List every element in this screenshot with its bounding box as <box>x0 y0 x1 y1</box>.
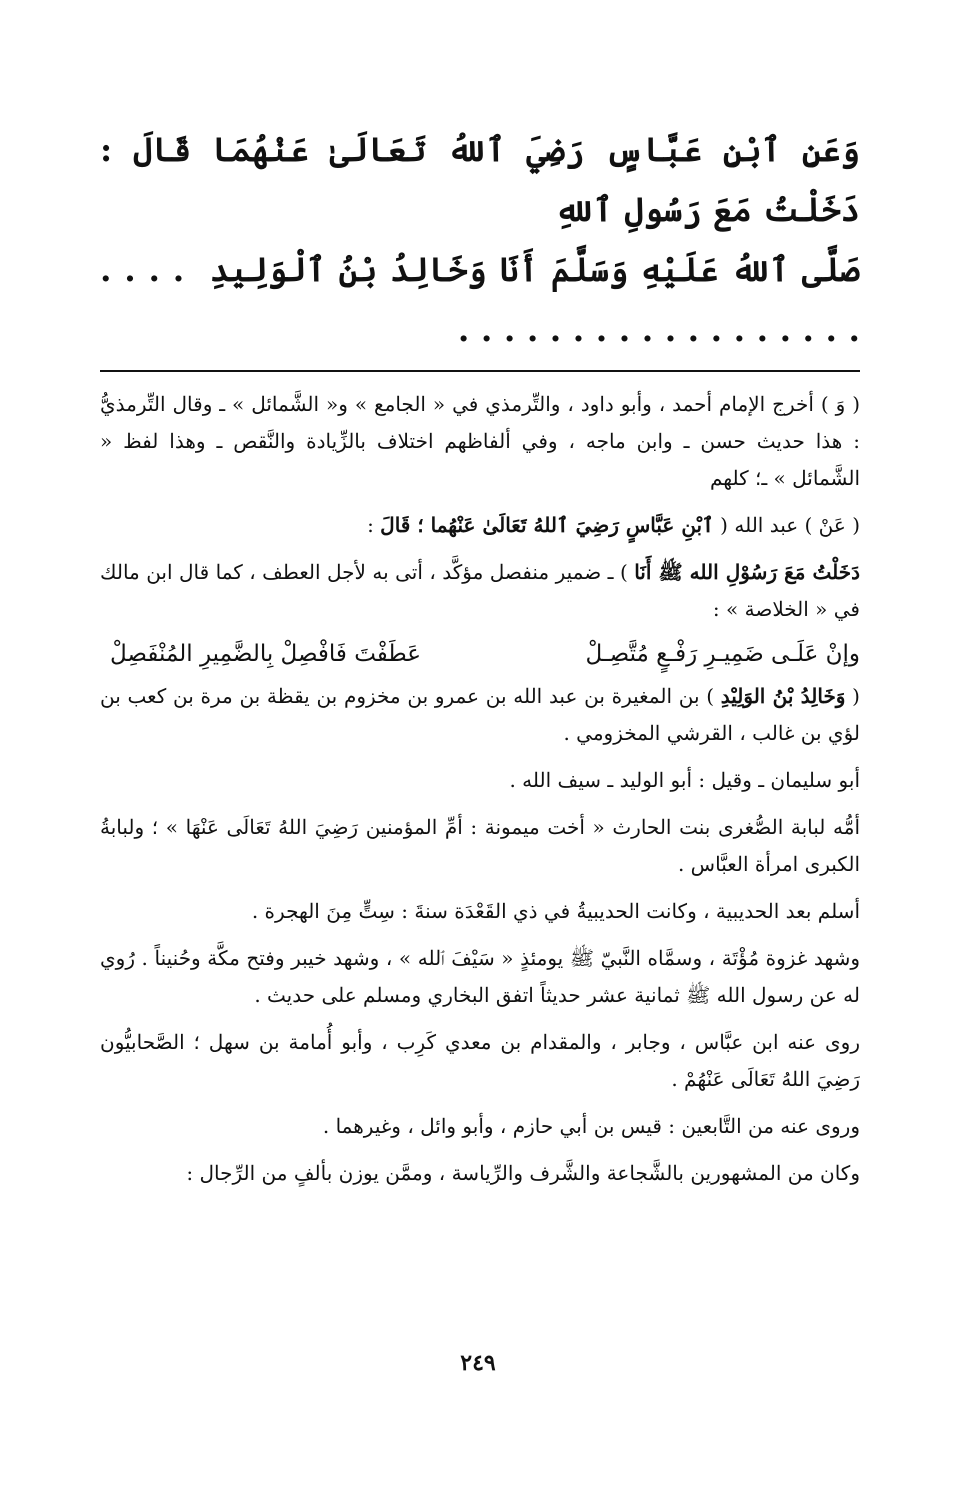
p4-lineage: ) بن المغيرة بن عبد الله بن عمرو بن مخزوم بن يقظة بن مرة بن كعب بن لؤي بن غالب ، القرشي المخزومي . <box>100 684 860 745</box>
hadith-line-2 <box>100 240 860 360</box>
hadith-line-2-text: صَلَّى ٱللهُ عَلَيْهِ وَسَلَّمَ أَنَا وَخَالِدُ بْنُ ٱلْوَلِيدِ <box>209 250 861 289</box>
p2-prefix: ( عَنْ ) عبد الله ( <box>713 513 860 537</box>
commentary-paragraph-3 <box>100 554 860 628</box>
commentary-paragraph-11: وكان من المشهورين بالشَّجاعة والشَّرف والرِّياسة ، وممَّن يوزن بألفٍ من الرِّجال : <box>186 1161 860 1185</box>
commentary <box>100 386 860 1192</box>
separator-line <box>100 370 860 372</box>
p2-narrator: ٱبْنِ عَبَّاسٍ رَضِيَ ٱللهُ تَعَالَىٰ عَنْهُما ؛ قَالَ <box>380 513 714 537</box>
verse-first-hemistich: وإنْ عَلَـى ضَمِيـرِ رَفْـعٍ مُتَّصِـلْ <box>585 641 860 667</box>
hadith-text <box>100 120 860 360</box>
p3-quote: دَخَلْتُ مَعَ رَسُوْلِ الله ﷺ أَنَا <box>634 560 861 584</box>
commentary-paragraph-10: وروى عنه من التَّابعين : قيس بن أبي حازم ، وأبو وائل ، وغيرهما . <box>322 1114 860 1138</box>
p3-explanation: ) ـ ضمير منفصل مؤكَّد ، أتى به لأجل العطف ، كما قال ابن مالك في « الخلاصة » : <box>100 560 860 621</box>
commentary-paragraph-9: روى عنه ابن عبَّاس ، وجابر ، والمقدام بن معدي كَرِب ، وأبو أُمامة بن سهل ؛ الصَّحابيُّون رَضِيَ اللهُ تَعَالَى عَنْهُمْ . <box>100 1030 861 1091</box>
page-number: ٢٤٩ <box>460 1350 496 1376</box>
p4-open: ( <box>845 684 860 708</box>
verse-second-hemistich: عَطَفْتَ فَافْصِلْ بِالضَّمِيرِ المُنْفَصِلْ <box>110 641 422 667</box>
poetry-verse <box>100 628 860 678</box>
hadith-line-1: وَعَنِ ٱبْنِ عَبَّاسٍ رَضِيَ ٱللهُ تَعَالَىٰ عَنْهُمَا قَالَ : دَخَلْتُ مَعَ رَسُولِ ٱللهِ <box>100 130 860 229</box>
p4-name: وَخَالِدُ بْنُ الوَلِيْدِ <box>720 684 846 708</box>
commentary-paragraph-4 <box>100 678 860 752</box>
page-content <box>100 120 860 1192</box>
commentary-paragraph-5: أبو سليمان ـ وقيل : أبو الوليد ـ سيف الله . <box>509 768 860 792</box>
commentary-paragraph-1: ( وَ ) أخرج الإمام أحمد ، وأبو داود ، والتِّرمذي في « الجامع » و« الشَّمائل » ـ وقال التِّرمذيُّ : هذا حديث حسن ـ وابن ماجه ، وفي ألفاظهم اختلاف بالزِّيادة والنَّقص ـ وهذا لفظ « الشَّمائل » ـ؛ كلهم <box>100 392 860 490</box>
commentary-paragraph-2 <box>100 507 860 544</box>
hadith-continuation-dots: . . . . . . . . . . . . . . . . . . . . . . <box>100 250 860 349</box>
commentary-paragraph-7: أسلم بعد الحديبية ، وكانت الحديبيةُ في ذي القَعْدَة سنةَ : سِتٍّ مِنَ الهجرة . <box>251 899 860 923</box>
commentary-paragraph-8: وشهد غزوة مُؤْتَة ، وسمَّاه النَّبيّ ﷺ يومئذٍ « سَيْفَ ٱلله » ، وشهد خيبر وفتح مكَّة وحُنيناً . رُوي له عن رسول الله ﷺ ثمانية عشر حديثاً اتفق البخاري ومسلم على حديث . <box>100 946 860 1007</box>
p2-suffix: : <box>367 513 381 537</box>
commentary-paragraph-6: أمُّه لبابة الصُّغرى بنت الحارث « أخت ميمونة : أمِّ المؤمنين رَضِيَ اللهُ تَعَالَى عَنْهَا » ؛ ولبابةُ الكبرى امرأة العبَّاس . <box>100 815 860 876</box>
